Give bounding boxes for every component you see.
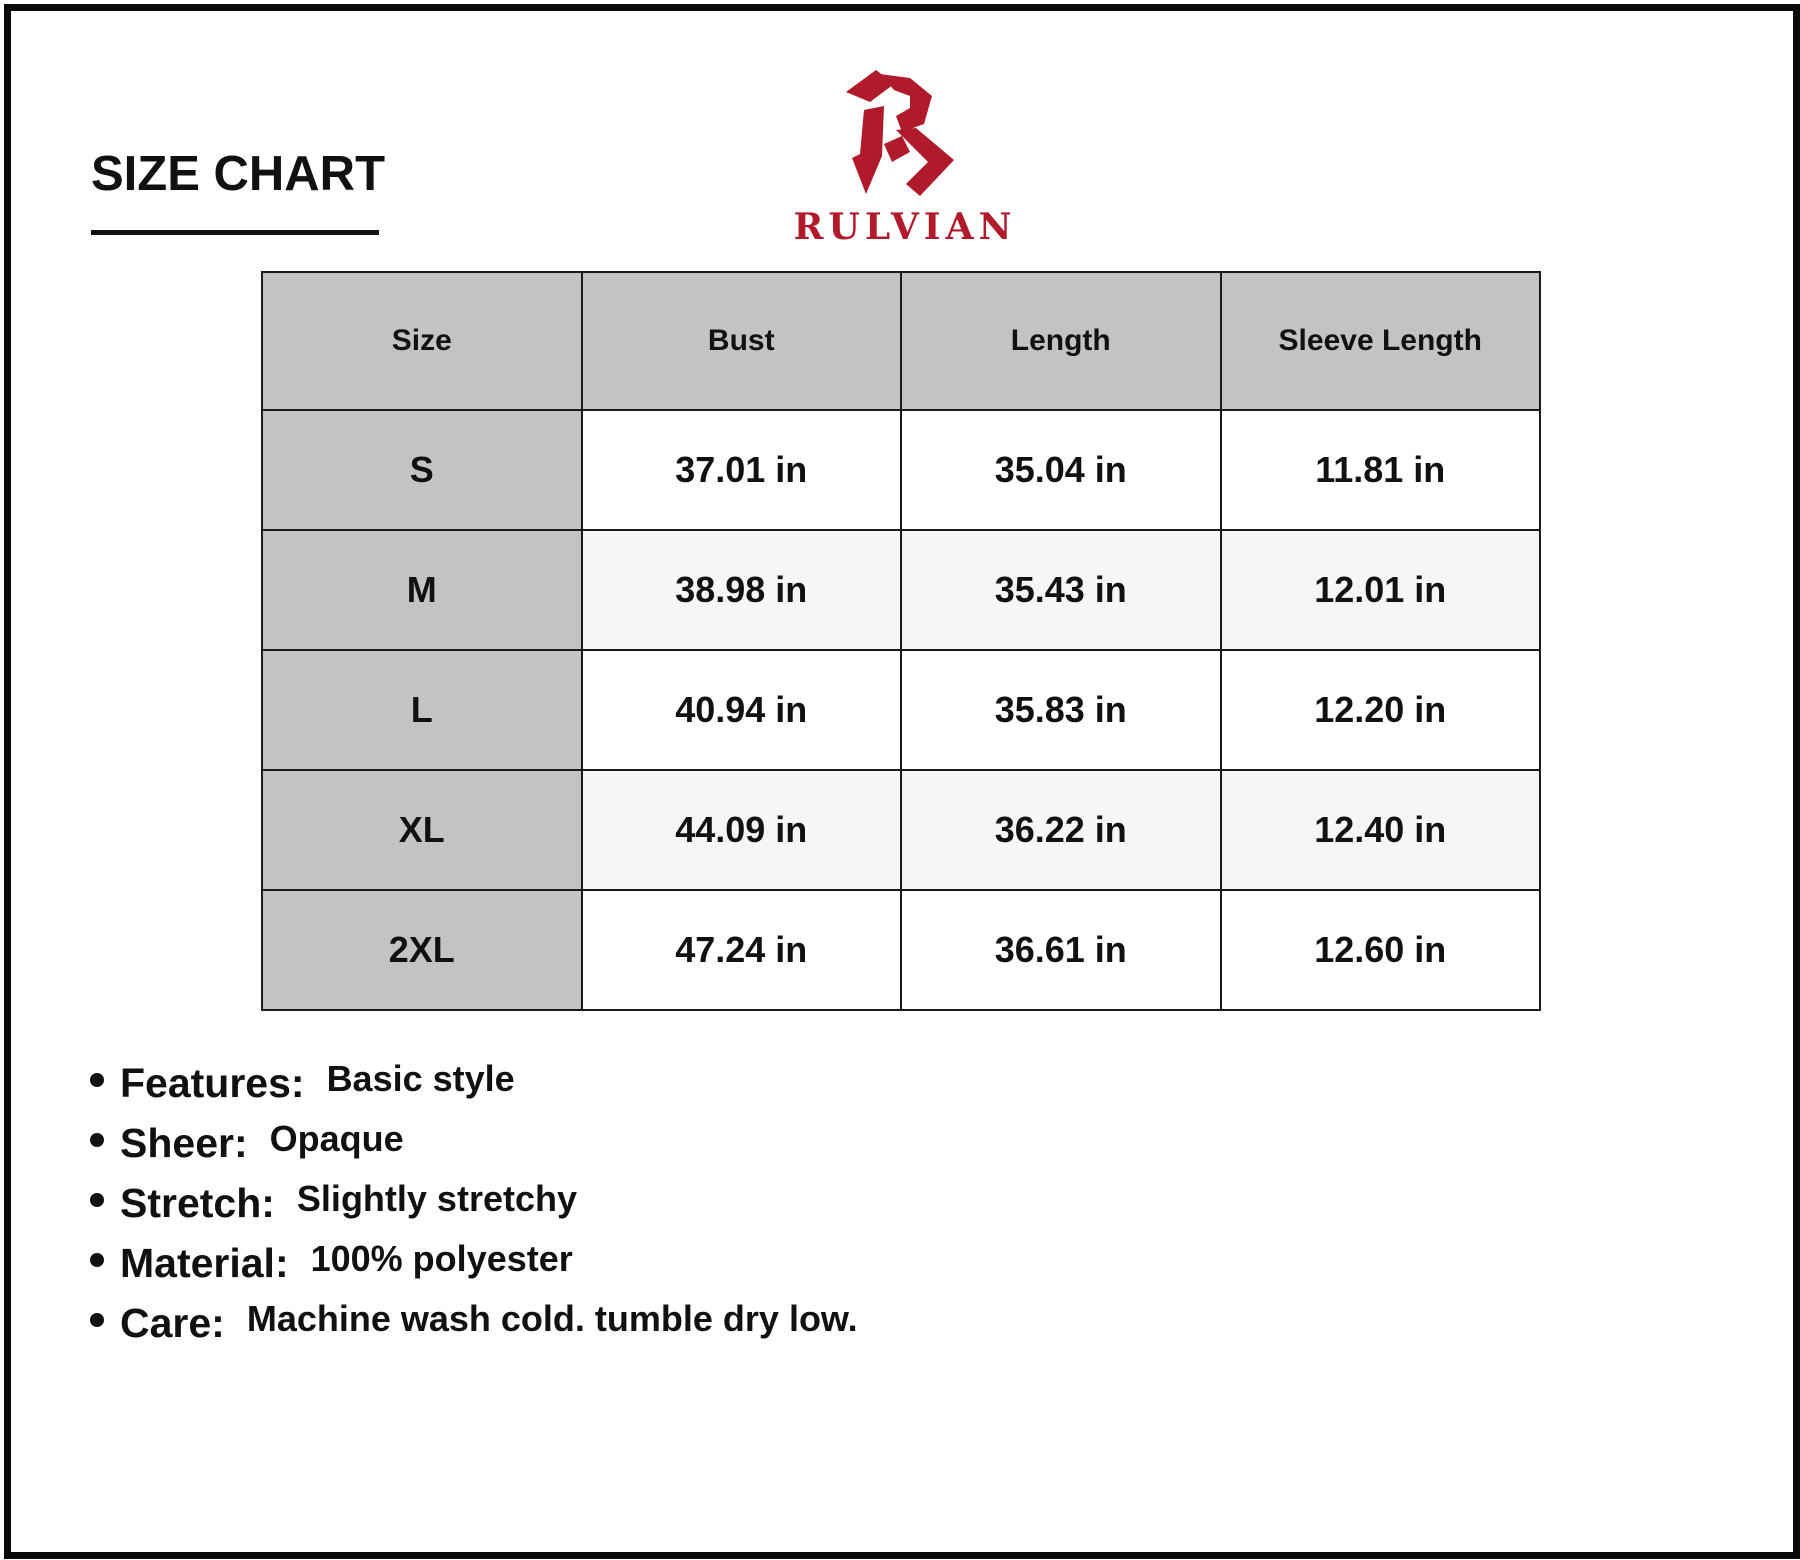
- list-item: [90, 1060, 1090, 1120]
- bust-cell: 37.01 in: [582, 410, 902, 530]
- bullet-icon: [90, 1133, 104, 1147]
- length-cell: 36.22 in: [901, 770, 1221, 890]
- feature-value: Basic style: [326, 1058, 515, 1099]
- length-cell: 35.83 in: [901, 650, 1221, 770]
- table-row: [262, 890, 1540, 1010]
- bust-cell: 38.98 in: [582, 530, 902, 650]
- bullet-icon: [90, 1313, 104, 1327]
- table-row: [262, 410, 1540, 530]
- brand-name: RULVIAN: [793, 206, 1017, 248]
- bullet-icon: [90, 1193, 104, 1207]
- table-row: [262, 650, 1540, 770]
- table-row: [262, 530, 1540, 650]
- column-header-bust: Bust: [582, 272, 902, 410]
- size-cell: XL: [262, 770, 582, 890]
- size-table: [261, 271, 1541, 1011]
- bust-cell: 47.24 in: [582, 890, 902, 1010]
- feature-value: Machine wash cold. tumble dry low.: [246, 1298, 858, 1339]
- list-item: [90, 1300, 1090, 1360]
- sleeve-length-cell: 12.20 in: [1221, 650, 1541, 770]
- list-item: [90, 1240, 1090, 1300]
- column-header-length: Length: [901, 272, 1221, 410]
- sleeve-length-cell: 11.81 in: [1221, 410, 1541, 530]
- bullet-icon: [90, 1253, 104, 1267]
- sleeve-length-cell: 12.60 in: [1221, 890, 1541, 1010]
- feature-value: Slightly stretchy: [296, 1178, 577, 1219]
- size-cell: L: [262, 650, 582, 770]
- brand-r-icon: [836, 66, 964, 200]
- bullet-icon: [90, 1073, 104, 1087]
- list-item: [90, 1180, 1090, 1240]
- size-cell: M: [262, 530, 582, 650]
- feature-list: [90, 1060, 1090, 1360]
- feature-value: Opaque: [269, 1118, 404, 1159]
- bust-cell: 40.94 in: [582, 650, 902, 770]
- column-header-sleeve-length: Sleeve Length: [1221, 272, 1541, 410]
- page-title: SIZE CHART: [91, 147, 385, 201]
- sleeve-length-cell: 12.01 in: [1221, 530, 1541, 650]
- bust-cell: 44.09 in: [582, 770, 902, 890]
- table-row: [262, 770, 1540, 890]
- sleeve-length-cell: 12.40 in: [1221, 770, 1541, 890]
- length-cell: 36.61 in: [901, 890, 1221, 1010]
- feature-value: 100% polyester: [310, 1238, 573, 1279]
- size-cell: S: [262, 410, 582, 530]
- feature-label: Sheer:: [120, 1120, 248, 1166]
- table-header-row: [262, 272, 1540, 410]
- feature-label: Stretch:: [120, 1180, 275, 1226]
- feature-label: Care:: [120, 1300, 225, 1346]
- feature-label: Material:: [120, 1240, 289, 1286]
- length-cell: 35.04 in: [901, 410, 1221, 530]
- length-cell: 35.43 in: [901, 530, 1221, 650]
- column-header-size: Size: [262, 272, 582, 410]
- list-item: [90, 1120, 1090, 1180]
- title-underline: [91, 230, 379, 235]
- size-cell: 2XL: [262, 890, 582, 1010]
- feature-label: Features:: [120, 1060, 305, 1106]
- brand-logo: [780, 62, 1030, 252]
